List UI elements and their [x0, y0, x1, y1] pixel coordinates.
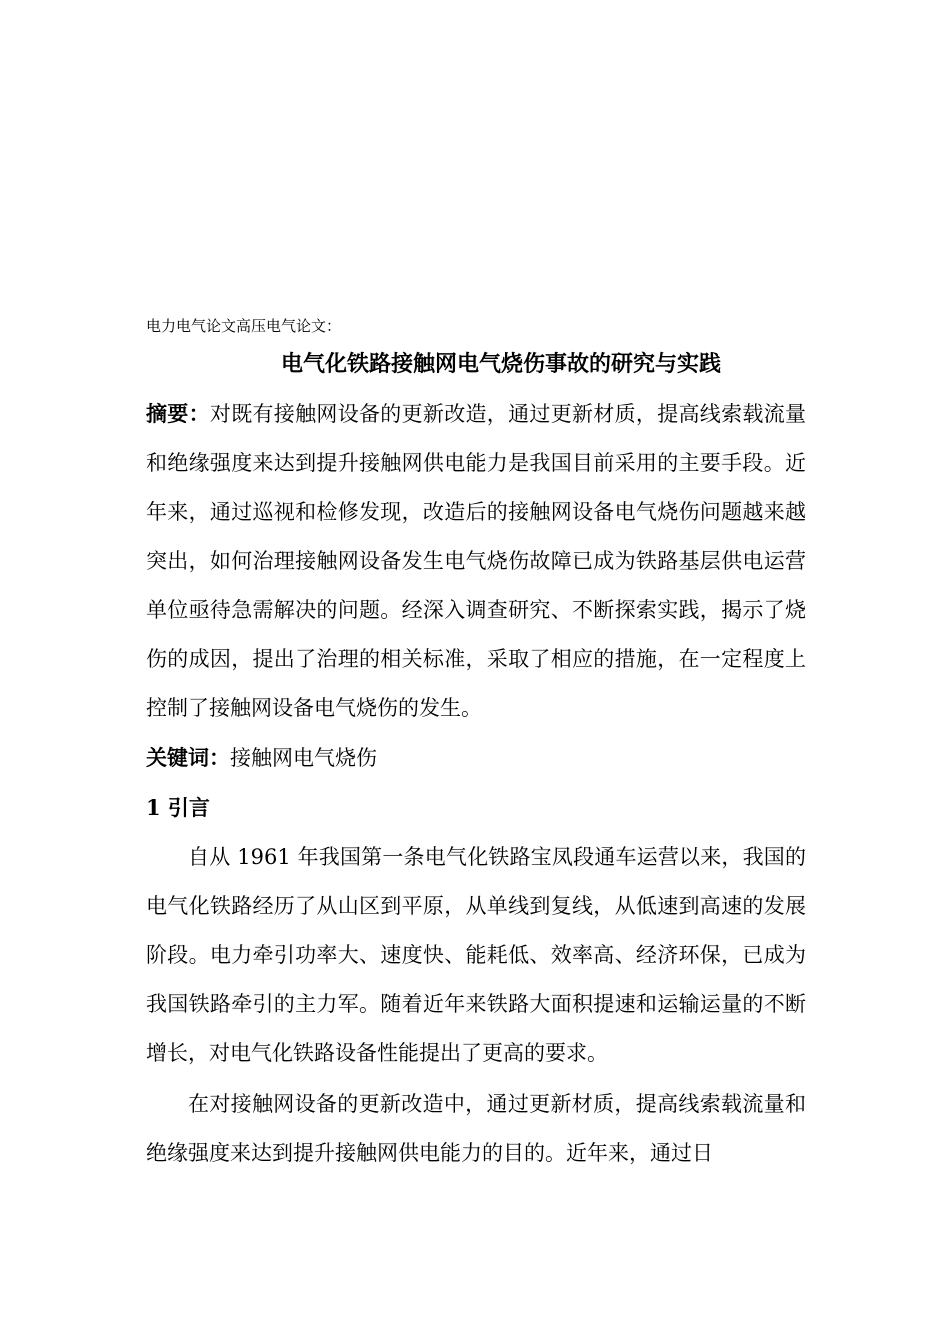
keywords-text: 接触网电气烧伤 [230, 746, 377, 770]
section-heading: 1 引言 [146, 795, 210, 820]
abstract-paragraph [146, 389, 806, 733]
body-paragraph-1: 自从 1961 年我国第一条电气化铁路宝凤段通车运营以来，我国的电气化铁路经历了从山区到平原，从单线到复线，从低速到高速的发展阶段。电力牵引功率大、速度快、能耗低、效率高、经济环保，已成为我国铁路牵引的主力军。随着近年来铁路大面积提速和运输运量的不断增长，对电气化铁路设备性能提出了更高的要求。 [146, 845, 806, 1065]
abstract-label: 摘要： [146, 401, 210, 426]
document-title: 电气化铁路接触网电气烧伤事故的研究与实践 [280, 351, 721, 377]
abstract-text: 对既有接触网设备的更新改造，通过更新材质，提高线索载流量和绝缘强度来达到提升接触网供电能力是我国目前采用的主要手段。近年来，通过巡视和检修发现，改造后的接触网设备电气烧伤问题越来越突出，如何治理接触网设备发生电气烧伤故障已成为铁路基层供电运营单位亟待急需解决的问题。经深入调查研究、不断探索实践，揭示了烧伤的成因，提出了治理的相关标准，采取了相应的措施，在一定程度上控制了接触网设备电气烧伤的发生。 [146, 402, 807, 720]
document-category: 电力电气论文高压电气论文： [146, 317, 342, 335]
keywords-label: 关键词： [146, 745, 230, 770]
body-paragraph-2: 在对接触网设备的更新改造中，通过更新材质，提高线索载流量和绝缘强度来达到提升接触网供电能力的目的。近年来，通过日 [146, 1092, 806, 1165]
keywords-line [146, 733, 806, 783]
